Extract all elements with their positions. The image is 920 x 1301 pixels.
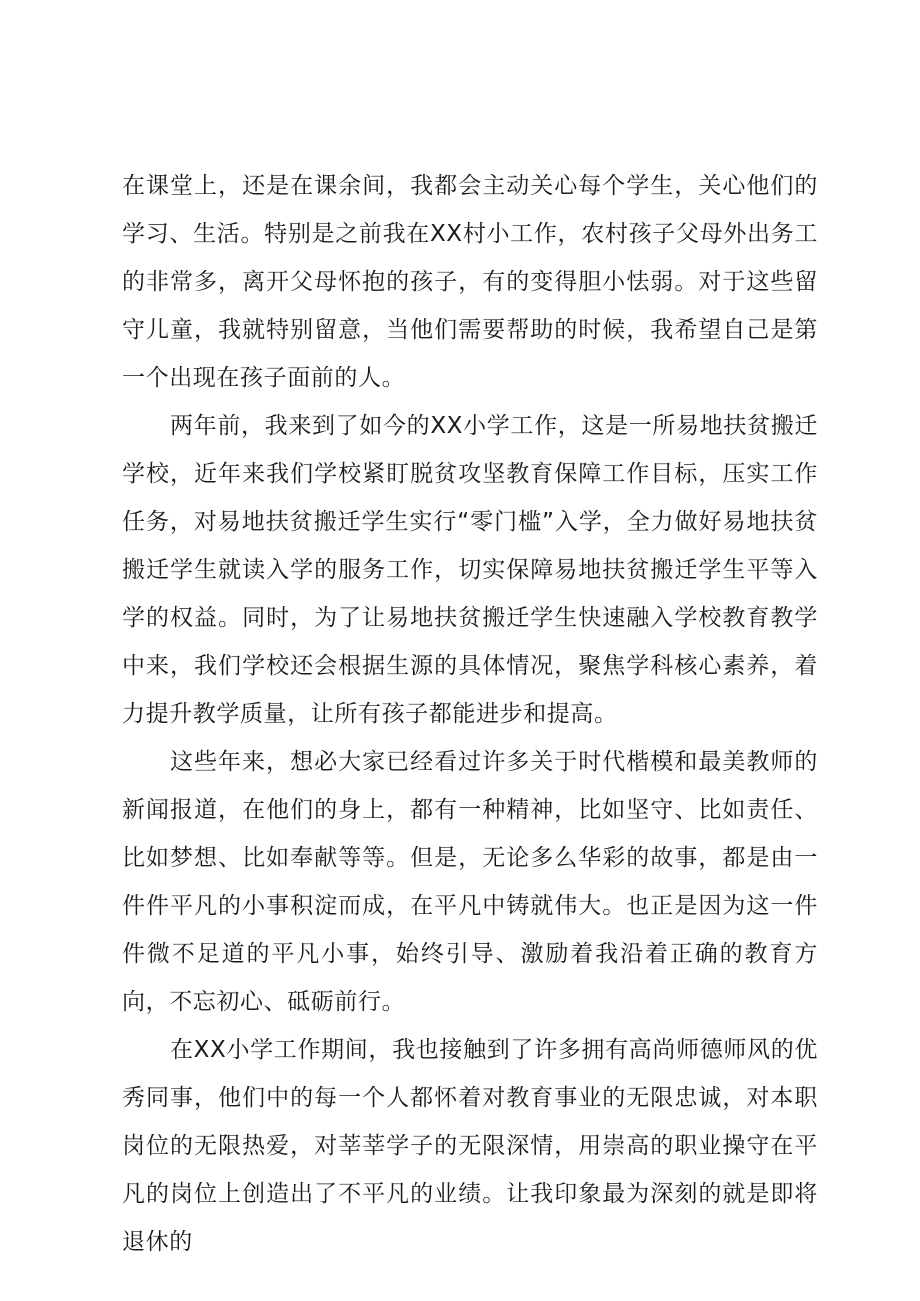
paragraph-continued: 在课堂上，还是在课余间，我都会主动关心每个学生，关心他们的学习、生活。特别是之前我在XX村小工作，农村孩子父母外出务工的非常多，离开父母怀抱的孩子，有的变得胆小怯弱。对于这些留守儿童，我就特别留意，当他们需要帮助的时候，我希望自己是第一个出现在孩子面前的人。 [122, 173, 818, 391]
paragraph-relocation-school: 两年前，我来到了如今的XX小学工作，这是一所易地扶贫搬迁学校，近年来我们学校紧盯脱贫攻坚教育保障工作目标，压实工作任务，对易地扶贫搬迁学生实行“零门槛”入学，全力做好易地扶贫搬迁学生就读入学的服务工作，切实保障易地扶贫搬迁学生平等入学的权益。同时，为了让易地扶贫搬迁学生快速融入学校教育教学中来，我们学校还会根据生源的具体情况，聚焦学科核心素养，着力提升教学质量，让所有孩子都能进步和提高。 [122, 413, 818, 727]
paragraph-colleagues: 在XX小学工作期间，我也接触到了许多拥有高尚师德师风的优秀同事，他们中的每一个人都怀着对教育事业的无限忠诚，对本职岗位的无限热爱，对莘莘学子的无限深情，用崇高的职业操守在平凡的岗位上创造出了不平凡的业绩。让我印象最为深刻的就是即将退休的 [122, 1037, 818, 1255]
paragraph-model-teachers: 这些年来，想必大家已经看过许多关于时代楷模和最美教师的新闻报道，在他们的身上，都有一种精神，比如坚守、比如责任、比如梦想、比如奉献等等。但是，无论多么华彩的故事，都是由一件件平凡的小事积淀而成，在平凡中铸就伟大。也正是因为这一件件微不足道的平凡小事，始终引导、激励着我沿着正确的教育方向，不忘初心、砥砺前行。 [122, 749, 818, 1015]
document-body [122, 162, 818, 1266]
